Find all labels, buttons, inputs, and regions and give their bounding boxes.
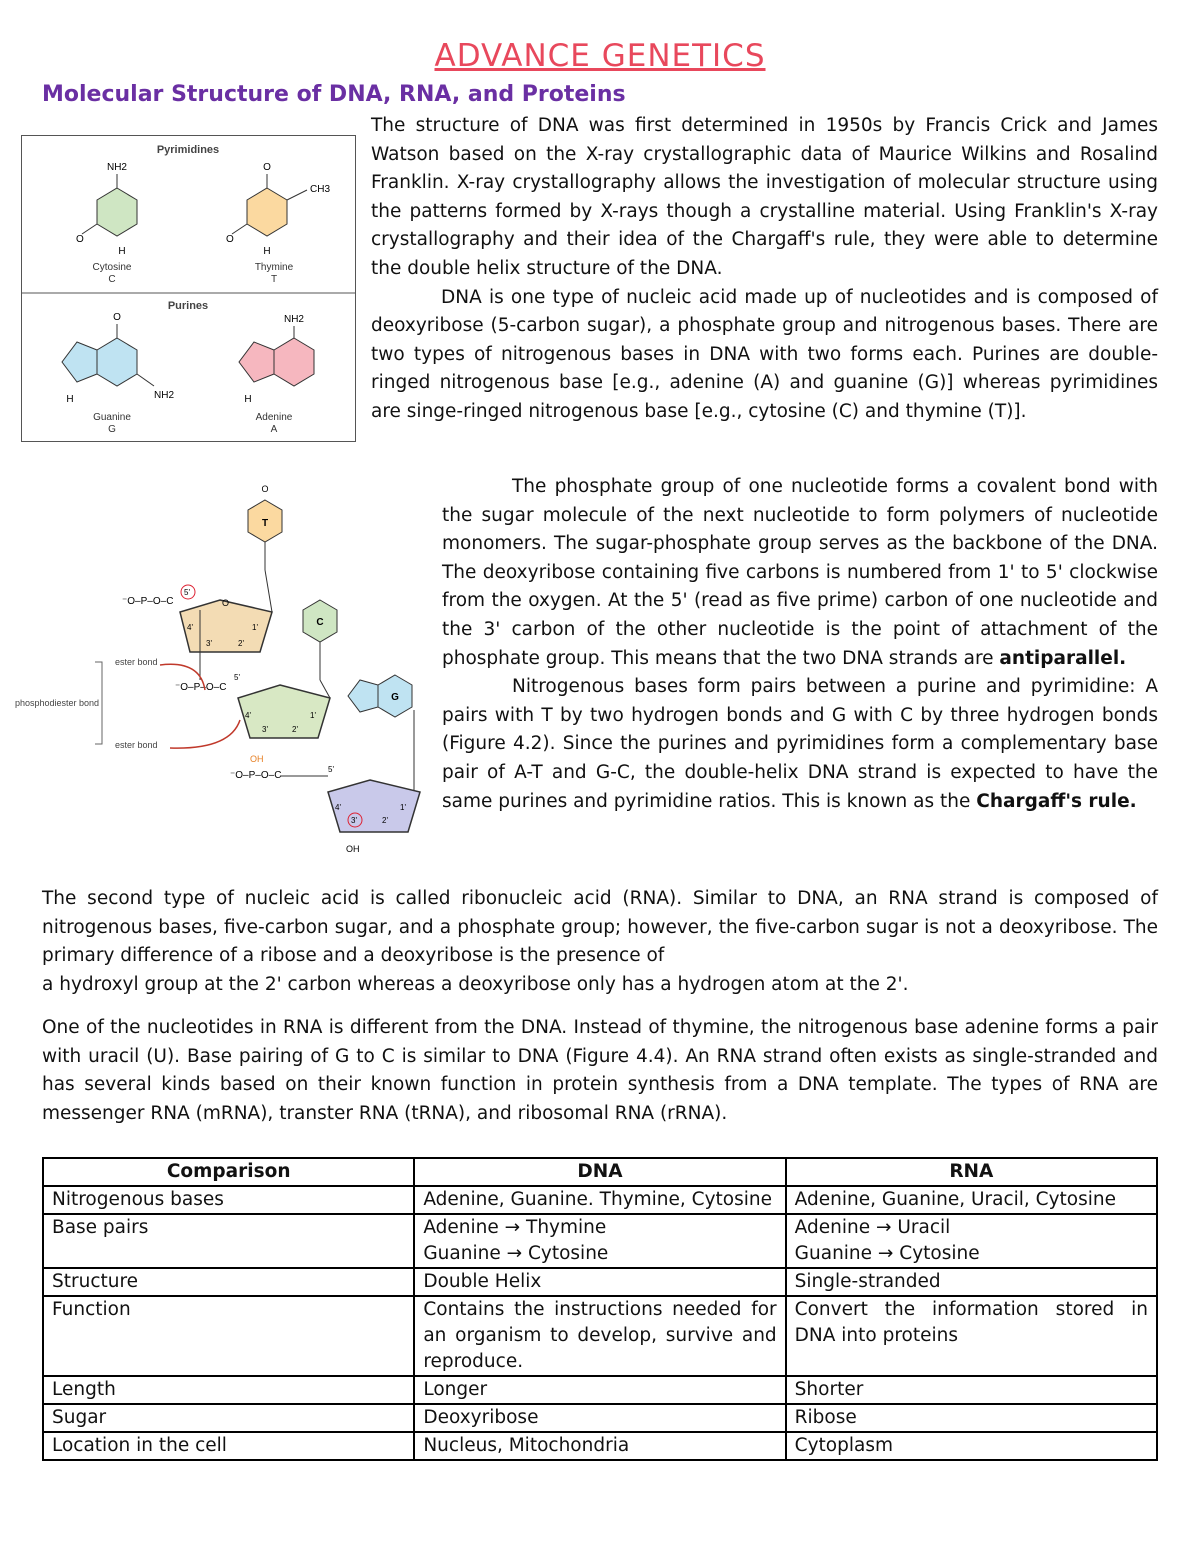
- sugar-2: [238, 685, 330, 738]
- sugar3-1prime: 1': [400, 803, 406, 812]
- phosphate-section: [442, 473, 1158, 816]
- rna-p1-part-a: The second type of nucleic acid is called ribonucleic acid (RNA). Similar to DNA, an RNA strand is composed of nitrogenous bases, five-carbon sugar, and a phosphate group; however, the five-carbon sugar is not a deoxyribose. The primary difference of a ribose and a deoxyribose is the presence of: [42, 888, 1158, 967]
- dna-cell: Adenine, Guanine. Thymine, Cytosine: [414, 1186, 785, 1214]
- svg-text:H: H: [118, 246, 126, 257]
- sugar2-3prime: 3': [262, 725, 268, 734]
- thymine-molecule: [226, 162, 330, 285]
- table-row: [43, 1186, 1157, 1214]
- dna-cell: Contains the instructions needed for an organism to develop, survive and reproduce.: [414, 1296, 785, 1376]
- rna-pair-1: Adenine → Uracil: [794, 1217, 951, 1238]
- adenine-ring-6: [274, 338, 314, 386]
- table-row: [43, 1404, 1157, 1432]
- cytosine-nh2: NH2: [106, 162, 128, 173]
- phosphate-paragraph-1: [442, 473, 1158, 673]
- sugar1-3prime: 3': [206, 639, 212, 648]
- backbone-figure-svg: [10, 480, 440, 860]
- dna-cell: [414, 1214, 785, 1268]
- phosphate-group-2: ⁻O–P–O–C: [175, 682, 227, 693]
- sugar2-4prime: 4': [245, 711, 251, 720]
- guanine-nh2: NH2: [154, 390, 175, 401]
- guanine-molecule: [62, 312, 174, 435]
- adenine-nh2: NH2: [283, 314, 305, 325]
- rna-cell: Single-stranded: [786, 1268, 1157, 1296]
- table-row: [43, 1268, 1157, 1296]
- row-label: Base pairs: [43, 1214, 414, 1268]
- phosphate-group-1: ⁻O–P–O–C: [122, 596, 174, 607]
- chargaff-term: Chargaff's rule.: [976, 790, 1137, 812]
- svg-text:O: O: [76, 234, 84, 245]
- row-label: Function: [43, 1296, 414, 1376]
- row-label: Location in the cell: [43, 1432, 414, 1460]
- sugar2-5prime: 5': [234, 673, 240, 682]
- thymine-label: Thymine: [254, 262, 294, 273]
- sugar2-2prime: 2': [292, 725, 298, 734]
- backbone-guanine-ring-5: [348, 680, 378, 712]
- intro-section: [371, 112, 1158, 427]
- phosphodiester-label: phosphodiester bond: [15, 698, 100, 708]
- svg-text:O: O: [263, 162, 271, 173]
- sugar1-5prime: 5': [184, 588, 190, 597]
- phosphate-paragraph-2: [442, 673, 1158, 816]
- phosphate-group-3: ⁻O–P–O–C: [230, 770, 282, 781]
- rna-paragraph-2: One of the nucleotides in RNA is different from the DNA. Instead of thymine, the nitrogenous base adenine forms a pair with uracil (U). Base pairing of G to C is similar to DNA (Figure 4.4). An RNA strand often exists as single-stranded and has several kinds based on their known function in protein synthesis from a DNA template. The types of RNA are messenger RNA (mRNA), transter RNA (tRNA), and ribosomal RNA (rRNA).: [42, 1017, 1158, 1124]
- guanine-letter: G: [108, 424, 116, 435]
- purines-label: Purines: [167, 300, 209, 312]
- table-row: [43, 1296, 1157, 1376]
- header-comparison: Comparison: [43, 1158, 414, 1186]
- rna-cell: Convert the information stored in DNA into proteins: [786, 1296, 1157, 1376]
- comparison-table: [42, 1157, 1158, 1461]
- rna-cell: Shorter: [786, 1376, 1157, 1404]
- backbone-figure: [10, 480, 440, 860]
- adenine-label: Adenine: [255, 412, 293, 423]
- rna-paragraph-1: [42, 885, 1158, 999]
- sugar1-1prime: 1': [252, 623, 258, 632]
- adenine-ring-5: [239, 342, 274, 382]
- guanine-ring-6: [97, 338, 137, 386]
- antiparallel-term: antiparallel.: [999, 647, 1127, 669]
- svg-text:O: O: [113, 312, 121, 323]
- section-subtitle: Molecular Structure of DNA, RNA, and Proteins: [42, 82, 626, 107]
- thymine-letter: T: [270, 274, 278, 285]
- sugar-3: [328, 780, 420, 832]
- svg-text:O: O: [226, 234, 234, 245]
- rna-pair-2: Guanine → Cytosine: [794, 1243, 980, 1264]
- sugar3-5prime: 5': [328, 765, 334, 774]
- cytosine-label: Cytosine: [92, 262, 132, 273]
- intro-paragraph-1: The structure of DNA was first determined in 1950s by Francis Crick and James Watson based on the X-ray crystallographic data of Maurice Wilkins and Rosalind Franklin. X-ray crystallography allows the investigation of molecular structure using the patterns formed by X-rays though a crystalline material. Using Franklin's X-ray crystallography and their idea of the Chargaff's rule, they were able to determine the double helix structure of the DNA.: [371, 115, 1158, 279]
- rna-cell: Ribose: [786, 1404, 1157, 1432]
- svg-text:H: H: [263, 246, 271, 257]
- dna-cell: Longer: [414, 1376, 785, 1404]
- oh-label: OH: [250, 754, 264, 764]
- sugar1-2prime: 2': [238, 639, 244, 648]
- dna-pair-1: Adenine → Thymine: [423, 1217, 607, 1238]
- rna-cell: Cytoplasm: [786, 1432, 1157, 1460]
- rna-cell: [786, 1214, 1157, 1268]
- row-label: Sugar: [43, 1404, 414, 1432]
- guanine-ring-5: [62, 342, 97, 382]
- dna-cell: Deoxyribose: [414, 1404, 785, 1432]
- svg-text:O: O: [222, 598, 230, 608]
- cytosine-molecule: [76, 162, 137, 285]
- row-label: Structure: [43, 1268, 414, 1296]
- backbone-base-c: C: [316, 617, 324, 628]
- sugar3-3prime: 3': [351, 816, 357, 825]
- row-label: Length: [43, 1376, 414, 1404]
- phosphate-p2-text: Nitrogenous bases form pairs between a purine and pyrimidine: A pairs with T by two hydrogen bonds and G with C by three hydrogen bonds (Figure 4.2). Since the purines and pyrimidines form a complementary base pair of A-T and G-C, the double-helix DNA strand is expected to have the same purines and pyrimidine ratios. This is known as the: [442, 676, 1158, 812]
- phosphate-p1-text: The phosphate group of one nucleotide forms a covalent bond with the sugar molecule of the next nucleotide to form polymers of nucleotide monomers. The sugar-phosphate group serves as the backbone of the DNA. The deoxyribose containing five carbons is numbered from 1' to 5' clockwise from the oxygen. At the 5' (read as five prime) carbon of one nucleotide and the 3' carbon of the other nucleotide is the point of attachment of the phosphate group. This means that the two DNA strands are: [442, 476, 1158, 669]
- oh-bottom-label: OH: [346, 844, 360, 854]
- guanine-label: Guanine: [93, 412, 131, 423]
- ester-bond-bottom-label: ester bond: [115, 740, 158, 750]
- backbone-base-t: T: [261, 518, 269, 529]
- dna-pair-2: Guanine → Cytosine: [423, 1243, 609, 1264]
- dna-cell: Nucleus, Mitochondria: [414, 1432, 785, 1460]
- header-rna: RNA: [786, 1158, 1157, 1186]
- page-title: ADVANCE GENETICS: [434, 38, 766, 74]
- svg-text:H: H: [244, 394, 252, 405]
- rna-cell: Adenine, Guanine, Uracil, Cytosine: [786, 1186, 1157, 1214]
- ester-bond-top-label: ester bond: [115, 657, 158, 667]
- table-header-row: [43, 1158, 1157, 1186]
- pyrimidines-label: Pyrimidines: [156, 144, 220, 156]
- sugar1-4prime: 4': [187, 623, 193, 632]
- rna-paragraph-2-wrap: [42, 1014, 1158, 1128]
- rna-p1-part-b: a hydroxyl group at the 2' carbon whereas a deoxyribose only has a hydrogen atom at the 2'.: [42, 973, 909, 995]
- sugar3-2prime: 2': [382, 816, 388, 825]
- sugar3-4prime: 4': [335, 803, 341, 812]
- bases-figure: [21, 135, 356, 442]
- thymine-ch3: CH3: [310, 184, 331, 195]
- intro-paragraph-2: DNA is one type of nucleic acid made up of nucleotides and is composed of deoxyribose (5-carbon sugar), a phosphate group and nitrogenous bases. There are two types of nitrogenous bases in DNA with two forms each. Purines are double-ringed nitrogenous base [e.g., adenine (A) and guanine (G)] whereas pyrimidines are singe-ringed nitrogenous base [e.g., cytosine (C) and thymine (T)].: [371, 286, 1158, 422]
- cytosine-ring: [97, 188, 137, 236]
- backbone-base-g: G: [391, 692, 399, 703]
- table-row: [43, 1376, 1157, 1404]
- bases-figure-svg: [22, 136, 355, 441]
- adenine-letter: A: [270, 424, 278, 435]
- svg-text:H: H: [66, 394, 74, 405]
- sugar2-1prime: 1': [310, 711, 316, 720]
- adenine-molecule: [239, 314, 314, 435]
- cytosine-letter: C: [108, 274, 116, 285]
- ester-bond-arrow-bottom: [170, 720, 240, 748]
- table-row: [43, 1432, 1157, 1460]
- table-row: [43, 1214, 1157, 1268]
- thymine-ring: [247, 188, 287, 236]
- row-label: Nitrogenous bases: [43, 1186, 414, 1214]
- dna-cell: Double Helix: [414, 1268, 785, 1296]
- header-dna: DNA: [414, 1158, 785, 1186]
- svg-text:O: O: [261, 484, 269, 494]
